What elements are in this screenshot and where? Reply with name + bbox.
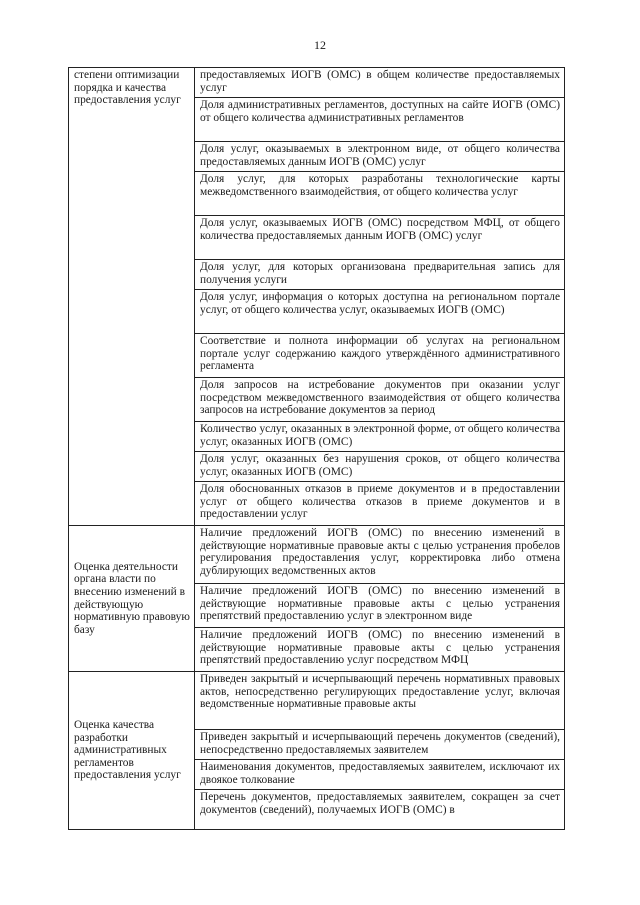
indicator-cell: Соответствие и полнота информации об услугах на региональном портале услуг содержанию каждого утверждённого административного регламента	[195, 334, 565, 378]
indicator-cell: предоставляемых ИОГВ (ОМС) в общем количестве предоставляемых услуг	[195, 68, 565, 98]
indicator-cell: Наличие предложений ИОГВ (ОМС) по внесению изменений в действующие нормативные правовые акты с целью устранения препятствий предоставлению услуг посредством МФЦ	[195, 628, 565, 672]
category-label: Оценка качества разработки административных регламентов предоставления услуг	[74, 719, 181, 782]
table-row	[69, 68, 565, 98]
indicator-cell: Приведен закрытый и исчерпывающий перечень нормативных правовых актов, непосредственно регулирующих предоставление услуг, включая ведомственные нормативные правовые акты	[195, 672, 565, 730]
indicator-cell: Доля услуг, оказанных без нарушения сроков, от общего количества услуг, оказанных ИОГВ (ОМС)	[195, 452, 565, 482]
indicator-cell: Доля услуг, для которых разработаны технологические карты межведомственного взаимодействия, от общего количества услуг	[195, 172, 565, 216]
indicator-cell: Доля запросов на истребование документов при оказании услуг посредством межведомственного взаимодействия от общего количества запросов на истребование документов за период	[195, 378, 565, 422]
indicator-cell: Доля услуг, оказываемых ИОГВ (ОМС) посредством МФЦ, от общего количества предоставляемых данным ИОГВ (ОМС) услуг	[195, 216, 565, 260]
page-number: 12	[314, 38, 326, 52]
indicator-cell: Доля услуг, информация о которых доступна на региональном портале услуг, от общего количества услуг, оказываемых ИОГВ (ОМС)	[195, 290, 565, 334]
category-label: степени оптимизации порядка и качества предоставления услуг	[74, 69, 181, 107]
indicator-cell: Приведен закрытый и исчерпывающий перечень документов (сведений), непосредственно предоставляемых заявителем	[195, 730, 565, 760]
indicator-cell: Доля услуг, для которых организована предварительная запись для получения услуги	[195, 260, 565, 290]
indicator-cell: Доля обоснованных отказов в приеме документов и в предоставлении услуг от общего количества отказов в приеме документов и в предоставлении услуг	[195, 482, 565, 526]
indicators-table	[68, 67, 565, 830]
indicator-cell: Количество услуг, оказанных в электронной форме, от общего количества услуг, оказанных ИОГВ (ОМС)	[195, 422, 565, 452]
category-cell	[69, 672, 195, 830]
indicator-cell: Доля услуг, оказываемых в электронном виде, от общего количества предоставляемых данным ИОГВ (ОМС) услуг	[195, 142, 565, 172]
category-cell	[69, 68, 195, 526]
indicator-cell: Доля административных регламентов, доступных на сайте ИОГВ (ОМС) от общего количества административных регламентов	[195, 98, 565, 142]
indicator-cell: Наличие предложений ИОГВ (ОМС) по внесению изменений в действующие нормативные правовые акты с целью устранения пробелов регулирования предоставления услуг, корректировка либо отмена дублирующих ведомственных актов	[195, 526, 565, 584]
category-label: Оценка деятельности органа власти по внесению изменений в действующую нормативную правовую базу	[74, 560, 190, 636]
table-row	[69, 526, 565, 584]
indicator-cell: Наименования документов, предоставляемых заявителем, исключают их двоякое толкование	[195, 760, 565, 790]
indicator-cell: Наличие предложений ИОГВ (ОМС) по внесению изменений в действующие нормативные правовые акты с целью устранения препятствий предоставлению услуг в электронном виде	[195, 584, 565, 628]
table-row	[69, 672, 565, 730]
page-bottom-margin	[0, 836, 640, 905]
indicator-cell: Перечень документов, предоставляемых заявителем, сокращен за счет документов (сведений), получаемых ИОГВ (ОМС) в	[195, 790, 565, 830]
category-cell	[69, 526, 195, 672]
